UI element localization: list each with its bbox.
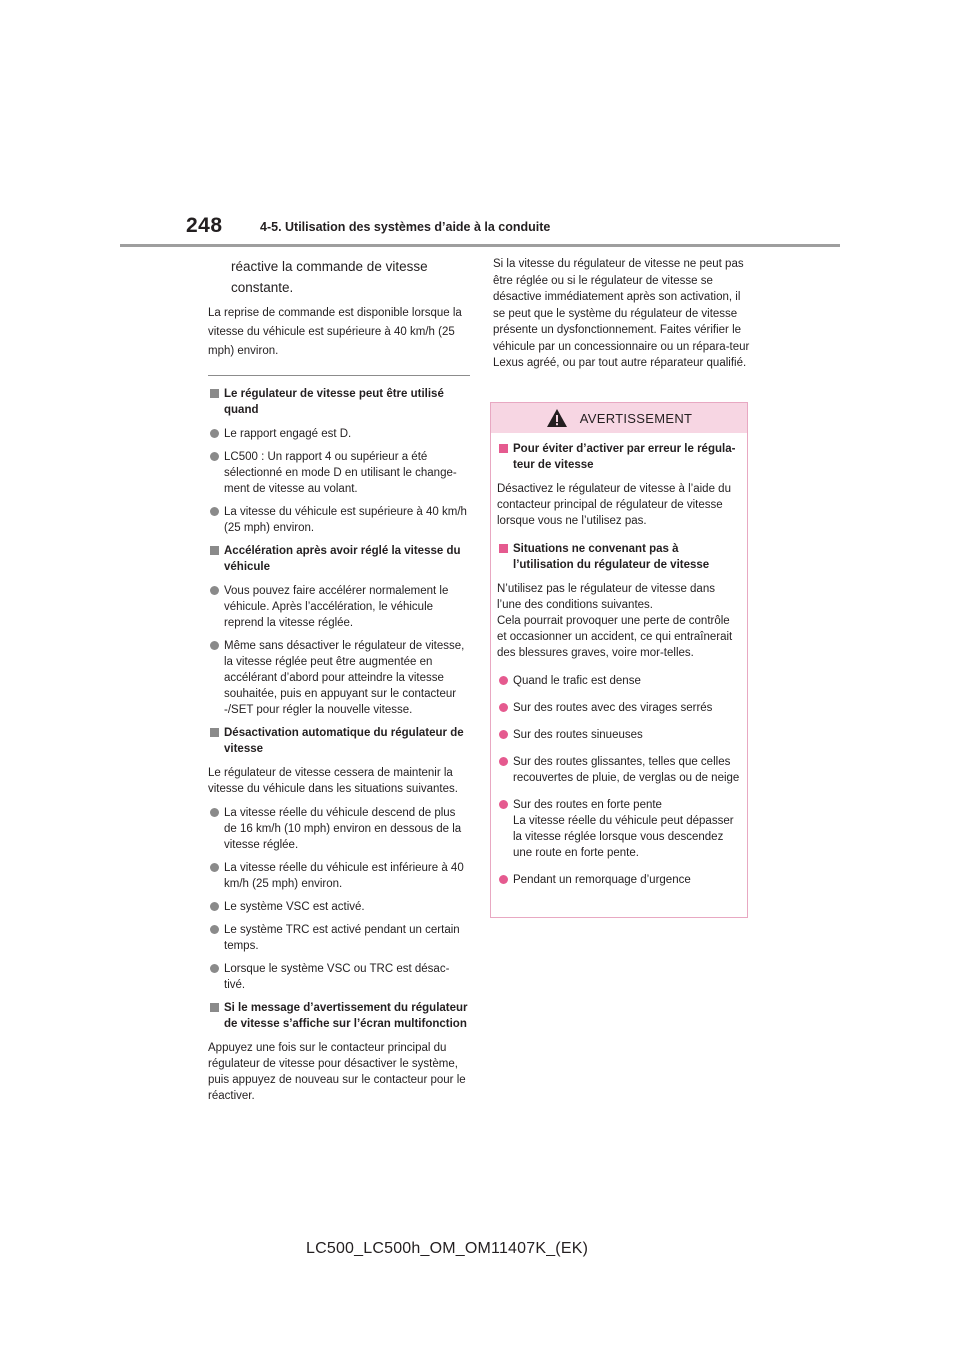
section-heading — [208, 386, 470, 418]
section — [208, 386, 470, 536]
left-sections — [208, 386, 470, 1104]
list-item-text: Le rapport engagé est D. — [224, 428, 352, 440]
section-heading — [497, 541, 741, 573]
list-item-text: Pendant un remorquage d’urgence — [513, 874, 691, 886]
section-text: Appuyez une fois sur le contacteur principal du régulateur de vitesse pour désactiver le système, puis appuyez de nouveau sur le contacteur pour le réactiver. — [208, 1042, 466, 1102]
round-bullet-icon — [210, 429, 219, 438]
section-text: N’utilisez pas le régulateur de vitesse dans l’une des conditions suivantes. Cela pourrait provoquer une perte de contrôle et occasionner un accident, ce qui entraînerait des blessures graves, voire mor-telles. — [497, 583, 733, 659]
warning-box — [490, 402, 748, 918]
section-heading-text: Situations ne convenant pas à l’utilisation du régulateur de vitesse — [513, 543, 710, 571]
list-item-text: Quand le trafic est dense — [513, 675, 641, 687]
section-heading — [208, 543, 470, 575]
list-item-text: Vous pouvez faire accélérer normalement le véhicule. Après l’accélération, le véhicule reprend la vitesse réglée. — [224, 585, 449, 629]
square-bullet-icon — [499, 544, 508, 553]
warning-header — [491, 403, 747, 433]
section — [208, 725, 470, 993]
left-column — [208, 256, 470, 1112]
square-bullet-icon — [210, 1003, 219, 1012]
list-item-text: Lorsque le système VSC ou TRC est désac-tivé. — [224, 963, 450, 991]
list-item — [497, 872, 741, 888]
section-heading-text: Pour éviter d’activer par erreur le régula-teur de vitesse — [513, 443, 736, 471]
square-bullet-icon — [499, 444, 508, 453]
round-bullet-icon — [499, 703, 508, 712]
list-item — [208, 899, 470, 915]
round-bullet-icon — [210, 902, 219, 911]
round-bullet-icon — [210, 863, 219, 872]
list-item — [208, 860, 470, 892]
list-item-text: Même sans désactiver le régulateur de vitesse, la vitesse réglée peut être augmentée en accélérant d’abord pour atteindre la vitesse souhaitée, puis en appuyant sur le contacteur -/SET pour régler la nouvelle vitesse. — [224, 640, 465, 716]
round-bullet-icon — [499, 800, 508, 809]
list-item — [208, 638, 470, 718]
section-heading-text: Désactivation automatique du régulateur de vitesse — [224, 727, 464, 755]
list-item — [208, 504, 470, 536]
round-bullet-icon — [499, 757, 508, 766]
round-bullet-icon — [210, 808, 219, 817]
list-item-text: La vitesse réelle du véhicule descend de plus de 16 km/h (10 mph) environ en dessous de la vitesse réglée. — [224, 807, 462, 851]
page-number: 248 — [186, 214, 223, 237]
list-item — [497, 754, 741, 786]
list-item-text: Sur des routes avec des virages serrés — [513, 702, 713, 714]
resume-note: La reprise de commande est disponible lorsque la vitesse du véhicule est supérieure à 40 km/h (25 mph) environ. — [208, 307, 462, 357]
list-item-text: Sur des routes en forte pente La vitesse réelle du véhicule peut dépasser la vitesse réglée lorsque vous descendez une route en forte pente. — [513, 799, 734, 859]
section-heading-text: Si le message d’avertissement du régulateur de vitesse s’affiche sur l’écran multifonction — [224, 1002, 468, 1030]
document-code: LC500_LC500h_OM_OM11407K_(EK) — [306, 1240, 589, 1257]
header-rule — [120, 244, 840, 247]
list-item-text: Sur des routes glissantes, telles que celles recouvertes de pluie, de verglas ou de neige — [513, 756, 740, 784]
round-bullet-icon — [210, 641, 219, 650]
section-text: Désactivez le régulateur de vitesse à l’aide du contacteur principal de régulateur de vitesse lorsque vous ne l’utilisez pas. — [497, 483, 731, 527]
warning-body — [491, 433, 747, 888]
round-bullet-icon — [210, 925, 219, 934]
round-bullet-icon — [499, 875, 508, 884]
round-bullet-icon — [210, 586, 219, 595]
list-item — [208, 449, 470, 497]
right-column — [493, 256, 751, 372]
list-item — [497, 673, 741, 689]
list-item-text: La vitesse réelle du véhicule est inférieure à 40 km/h (25 mph) environ. — [224, 862, 464, 890]
list-item — [208, 961, 470, 993]
list-item — [208, 583, 470, 631]
square-bullet-icon — [210, 728, 219, 737]
section — [208, 543, 470, 718]
section — [497, 441, 741, 529]
section-heading — [208, 1000, 470, 1032]
section-heading — [497, 441, 741, 473]
square-bullet-icon — [210, 546, 219, 555]
list-item-text: Sur des routes sinueuses — [513, 729, 643, 741]
section-heading-text: Accélération après avoir réglé la vitesse du véhicule — [224, 545, 461, 573]
list-item — [208, 805, 470, 853]
list-item — [497, 700, 741, 716]
round-bullet-icon — [210, 452, 219, 461]
malfunction-paragraph: Si la vitesse du régulateur de vitesse ne peut pas être réglée ou si le régulateur de vitesse se désactive immédiatement après son activation, il se peut que le système du régulateur de vitesse présente un dysfonctionnement. Faites vérifier le véhicule par un concessionnaire ou un répara-teur Lexus agréé, ou par tout autre réparateur qualifié. — [493, 258, 750, 369]
list-item — [497, 727, 741, 743]
warning-triangle-icon — [546, 408, 568, 428]
warning-title: AVERTISSEMENT — [579, 410, 693, 426]
list-item — [497, 797, 741, 861]
round-bullet-icon — [210, 507, 219, 516]
continued-step: réactive la commande de vitesse constante. — [231, 259, 428, 295]
square-bullet-icon — [210, 389, 219, 398]
round-bullet-icon — [499, 730, 508, 739]
list-item-text: La vitesse du véhicule est supérieure à 40 km/h (25 mph) environ. — [224, 506, 467, 534]
section-divider — [208, 375, 470, 376]
section — [497, 541, 741, 888]
section — [208, 1000, 470, 1104]
section-heading — [208, 725, 470, 757]
round-bullet-icon — [210, 964, 219, 973]
section-title: 4-5. Utilisation des systèmes d’aide à la conduite — [260, 220, 551, 234]
list-item-text: Le système TRC est activé pendant un certain temps. — [224, 924, 460, 952]
list-item-text: LC500 : Un rapport 4 ou supérieur a été sélectionné en mode D en utilisant le change-ment de vitesse au volant. — [224, 451, 457, 495]
section-text: Le régulateur de vitesse cessera de maintenir la vitesse du véhicule dans les situations suivantes. — [208, 767, 458, 795]
round-bullet-icon — [499, 676, 508, 685]
list-item — [208, 426, 470, 442]
list-item-text: Le système VSC est activé. — [224, 901, 365, 913]
section-heading-text: Le régulateur de vitesse peut être utilisé quand — [224, 388, 444, 416]
list-item — [208, 922, 470, 954]
